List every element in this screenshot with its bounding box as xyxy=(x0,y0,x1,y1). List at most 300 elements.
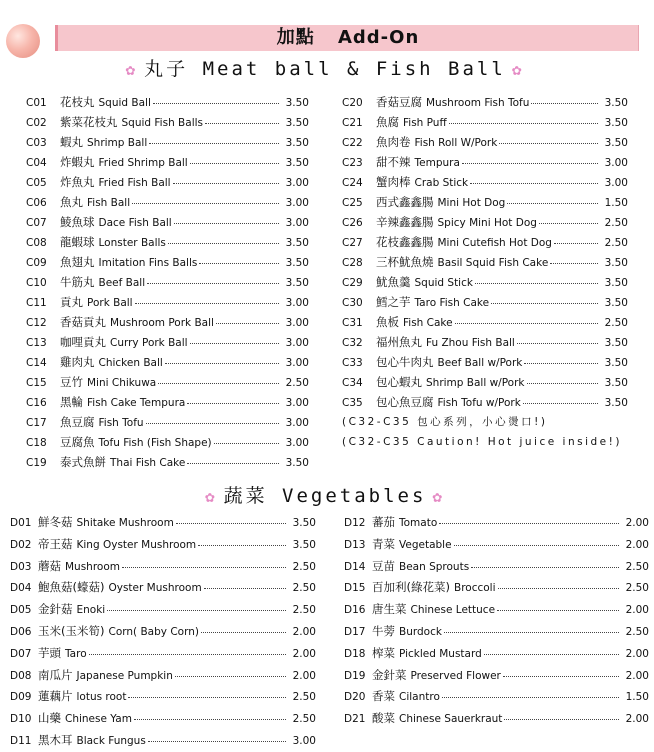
leader-dots xyxy=(146,412,279,424)
item-price: 3.00 xyxy=(285,337,309,349)
leader-dots xyxy=(523,392,598,404)
item-name-zh: 魚肉卷 xyxy=(376,135,411,149)
item-name xyxy=(376,192,505,212)
item-name-zh: 鯪魚球 xyxy=(60,215,95,229)
item-name xyxy=(372,599,495,621)
menu-item xyxy=(344,512,649,534)
leader-dots xyxy=(491,292,598,304)
item-name xyxy=(60,232,166,252)
menu-item xyxy=(26,232,309,252)
item-code: C06 xyxy=(26,197,47,209)
leader-dots xyxy=(554,232,598,244)
item-price: 3.50 xyxy=(604,357,628,369)
item-code: C12 xyxy=(26,317,47,329)
leader-dots xyxy=(199,252,279,264)
item-price: 2.50 xyxy=(292,691,316,704)
item-name-zh: 金針菇 xyxy=(38,602,73,617)
item-name xyxy=(376,272,473,292)
menu-item xyxy=(26,452,309,472)
banner-title-en: Add-On xyxy=(337,27,420,48)
leader-dots xyxy=(531,92,598,104)
item-price: 3.50 xyxy=(285,97,309,109)
item-price: 3.50 xyxy=(285,277,309,289)
item-code: C24 xyxy=(342,177,363,189)
item-name-zh: 花枝鑫鑫腸 xyxy=(376,235,434,249)
menu-item xyxy=(26,352,309,372)
leader-dots xyxy=(175,665,286,677)
item-name-en: Tomato xyxy=(399,517,438,529)
item-name-en: Tempura xyxy=(414,157,460,169)
item-price: 3.50 xyxy=(604,97,628,109)
leader-dots xyxy=(176,512,286,524)
item-name-zh: 帝王菇 xyxy=(38,536,73,551)
item-code: D19 xyxy=(344,669,366,682)
item-code: C07 xyxy=(26,217,47,229)
item-name-zh: 香菇豆腐 xyxy=(376,95,422,109)
leader-dots xyxy=(107,599,286,611)
item-price: 3.50 xyxy=(285,457,309,469)
meatball-left-column xyxy=(26,92,309,472)
menu-item xyxy=(342,212,628,232)
item-code: D12 xyxy=(344,517,366,529)
item-code: D13 xyxy=(344,538,366,551)
item-name-en: Tofu Fish (Fish Shape) xyxy=(98,437,212,449)
item-name xyxy=(60,92,151,112)
item-name xyxy=(38,730,146,752)
meatball-right-rows xyxy=(342,92,628,412)
leader-dots xyxy=(504,708,619,720)
item-name-en: Chinese Yam xyxy=(65,713,132,726)
item-name-en: Fish Puff xyxy=(403,117,447,129)
item-name xyxy=(376,212,537,232)
leader-dots xyxy=(214,432,279,444)
item-name xyxy=(60,312,214,332)
item-price: 3.00 xyxy=(285,197,309,209)
item-name-en: Fried Fish Ball xyxy=(98,177,171,189)
item-name-zh: 榨菜 xyxy=(372,645,395,660)
item-name-zh: 蕃茄 xyxy=(372,515,395,529)
item-name-zh: 西式鑫鑫腸 xyxy=(376,195,434,209)
menu-item xyxy=(26,272,309,292)
item-code: C04 xyxy=(26,157,47,169)
item-price: 2.00 xyxy=(292,647,316,660)
item-price: 3.50 xyxy=(604,377,628,389)
item-name-en: Enoki xyxy=(76,604,106,617)
menu-item xyxy=(342,192,628,212)
item-name xyxy=(60,372,156,392)
menu-item xyxy=(344,708,649,730)
menu-item xyxy=(26,392,309,412)
item-code: C01 xyxy=(26,97,47,109)
leader-dots xyxy=(454,534,619,546)
item-name-zh: 金針菜 xyxy=(372,667,407,682)
item-code: D21 xyxy=(344,713,366,726)
item-code: C08 xyxy=(26,237,47,249)
item-code: C35 xyxy=(342,397,363,409)
leader-dots xyxy=(517,332,598,344)
leader-dots xyxy=(471,556,619,568)
item-price: 3.50 xyxy=(604,337,628,349)
item-price: 2.50 xyxy=(292,582,316,595)
item-name-zh: 玉米(玉米筍) xyxy=(38,623,105,638)
item-code: D02 xyxy=(10,538,32,551)
item-name-zh: 鮮冬菇 xyxy=(38,515,73,529)
meatball-right-column xyxy=(342,92,628,452)
item-code: D15 xyxy=(344,582,366,595)
item-name xyxy=(372,643,482,665)
item-name xyxy=(376,352,522,372)
item-name-en: Squid Fish Balls xyxy=(121,117,204,129)
item-name-zh: 蝦丸 xyxy=(60,135,83,149)
item-name-en: Cilantro xyxy=(399,691,440,704)
menu-item xyxy=(26,412,309,432)
menu-item xyxy=(26,332,309,352)
item-price: 3.00 xyxy=(285,297,309,309)
item-name-zh: 牛筋丸 xyxy=(60,275,95,289)
item-code: C27 xyxy=(342,237,363,249)
item-name xyxy=(376,112,447,132)
item-name xyxy=(60,292,133,312)
decorative-ball-icon xyxy=(6,24,40,58)
item-name-en: Burdock xyxy=(399,625,442,638)
item-name-en: Curry Pork Ball xyxy=(110,337,188,349)
item-code: D01 xyxy=(10,517,32,529)
menu-item xyxy=(10,534,316,556)
item-name-zh: 魚腐 xyxy=(376,115,399,129)
leader-dots xyxy=(455,312,598,324)
banner-title-zh: 加點 xyxy=(276,27,315,48)
leader-dots xyxy=(216,312,279,324)
item-name-zh: 魚板 xyxy=(376,315,399,329)
item-name xyxy=(376,332,515,352)
item-name xyxy=(60,252,197,272)
item-name xyxy=(60,172,171,192)
item-name-zh: 南瓜片 xyxy=(38,667,73,682)
menu-item xyxy=(26,132,309,152)
item-name-en: Fish Ball xyxy=(87,197,131,209)
item-name-en: Fish Tofu w/Pork xyxy=(437,397,521,409)
item-name-zh: 貢丸 xyxy=(60,295,83,309)
item-price: 3.50 xyxy=(292,538,316,551)
item-name-en: Beef Ball w/Pork xyxy=(437,357,523,369)
item-code: C25 xyxy=(342,197,363,209)
item-code: D07 xyxy=(10,647,32,660)
menu-item xyxy=(342,252,628,272)
item-name-en: Chinese Lettuce xyxy=(410,604,496,617)
item-name-zh: 福州魚丸 xyxy=(376,335,422,349)
item-price: 3.00 xyxy=(292,734,316,747)
leader-dots xyxy=(165,352,279,364)
flower-icon: ✿ xyxy=(432,487,446,506)
item-code: C17 xyxy=(26,417,47,429)
item-name-zh: 包心蝦丸 xyxy=(376,375,422,389)
item-name xyxy=(38,577,202,599)
item-price: 3.50 xyxy=(604,117,628,129)
item-code: D03 xyxy=(10,560,32,573)
meatball-note-en: (C32-C35 Caution! Hot juice inside!) xyxy=(342,436,622,448)
leader-dots xyxy=(527,372,599,384)
item-price: 1.50 xyxy=(625,691,649,704)
item-code: D17 xyxy=(344,625,366,638)
item-price: 3.00 xyxy=(285,317,309,329)
item-price: 3.00 xyxy=(285,177,309,189)
item-code: C03 xyxy=(26,137,47,149)
item-name xyxy=(60,152,188,172)
menu-item xyxy=(342,152,628,172)
item-code: D04 xyxy=(10,582,32,595)
item-price: 2.50 xyxy=(285,377,309,389)
item-price: 3.50 xyxy=(285,137,309,149)
item-code: D10 xyxy=(10,713,32,726)
item-price: 3.50 xyxy=(604,297,628,309)
item-name-en: Crab Stick xyxy=(414,177,469,189)
item-code: C20 xyxy=(342,97,363,109)
item-code: C02 xyxy=(26,117,47,129)
item-code: D20 xyxy=(344,691,366,704)
item-name-zh: 魚豆腐 xyxy=(60,415,95,429)
menu-item xyxy=(26,92,309,112)
item-name-en: Bean Sprouts xyxy=(399,560,470,573)
item-price: 2.50 xyxy=(292,560,316,573)
leader-dots xyxy=(158,372,279,384)
item-name-en: Corn( Baby Corn) xyxy=(108,625,199,638)
menu-item xyxy=(344,621,649,643)
item-name-zh: 芋頭 xyxy=(38,645,61,660)
leader-dots xyxy=(524,352,598,364)
veg-left-column xyxy=(10,512,316,752)
meatball-section-heading xyxy=(95,57,555,81)
item-name xyxy=(376,152,460,172)
item-name-zh: 泰式魚餅 xyxy=(60,455,106,469)
menu-item xyxy=(342,352,628,372)
leader-dots xyxy=(503,665,619,677)
item-price: 2.50 xyxy=(604,317,628,329)
item-price: 3.00 xyxy=(604,177,628,189)
item-name-zh: 青菜 xyxy=(372,536,395,551)
item-name xyxy=(376,292,489,312)
item-name-zh: 香菜 xyxy=(372,689,395,704)
leader-dots xyxy=(190,152,279,164)
leader-dots xyxy=(147,272,279,284)
item-name-en: Mini Hot Dog xyxy=(437,197,506,209)
menu-item xyxy=(342,92,628,112)
item-name xyxy=(376,132,497,152)
item-code: D08 xyxy=(10,669,32,682)
item-name-zh: 豆苗 xyxy=(372,558,395,573)
item-name-zh: 魷魚羹 xyxy=(376,275,411,289)
menu-item xyxy=(26,172,309,192)
item-name-en: Chinese Sauerkraut xyxy=(399,713,503,726)
menu-item xyxy=(10,665,316,687)
item-name xyxy=(38,621,199,643)
item-name-zh: 炸魚丸 xyxy=(60,175,95,189)
item-name-en: Fish Tofu xyxy=(98,417,144,429)
menu-item xyxy=(344,556,649,578)
item-name-en: Lonster Balls xyxy=(98,237,166,249)
item-price: 2.50 xyxy=(292,604,316,617)
item-name xyxy=(376,92,529,112)
item-code: C16 xyxy=(26,397,47,409)
item-name-en: Shrimp Ball xyxy=(87,137,148,149)
item-name-zh: 山藥 xyxy=(38,711,61,726)
item-name xyxy=(38,512,174,534)
item-name-en: lotus root xyxy=(76,691,127,704)
item-name-zh: 牛蒡 xyxy=(372,623,395,638)
item-name-en: Imitation Fins Balls xyxy=(98,257,198,269)
item-name-zh: 黑木耳 xyxy=(38,732,73,747)
item-price: 3.50 xyxy=(604,277,628,289)
item-price: 2.00 xyxy=(625,538,649,551)
item-name xyxy=(60,432,212,452)
flower-icon: ✿ xyxy=(125,60,139,79)
menu-item xyxy=(26,192,309,212)
item-price: 2.00 xyxy=(292,625,316,638)
flower-icon: ✿ xyxy=(511,60,525,79)
leader-dots xyxy=(484,643,619,655)
item-name-zh: 花枝丸 xyxy=(60,95,95,109)
item-name xyxy=(372,534,452,556)
item-code: C10 xyxy=(26,277,47,289)
leader-dots xyxy=(442,686,619,698)
item-name-en: Fish Cake Tempura xyxy=(87,397,186,409)
item-code: C31 xyxy=(342,317,363,329)
item-code: C11 xyxy=(26,297,47,309)
item-name xyxy=(372,686,440,708)
item-code: D05 xyxy=(10,604,32,617)
item-name xyxy=(38,599,105,621)
item-name-zh: 包心牛肉丸 xyxy=(376,355,434,369)
menu-item xyxy=(342,132,628,152)
item-name-zh: 百加利(綠花菜) xyxy=(372,580,450,595)
item-name-zh: 魚翅丸 xyxy=(60,255,95,269)
item-name xyxy=(60,132,147,152)
item-name-zh: 唐生菜 xyxy=(372,602,407,617)
item-price: 3.50 xyxy=(285,157,309,169)
menu-item xyxy=(342,272,628,292)
menu-item xyxy=(26,292,309,312)
item-name xyxy=(372,621,442,643)
item-name xyxy=(60,412,144,432)
leader-dots xyxy=(174,212,279,224)
menu-item xyxy=(344,534,649,556)
item-price: 3.50 xyxy=(604,257,628,269)
leader-dots xyxy=(449,112,598,124)
item-name xyxy=(38,665,173,687)
item-code: C29 xyxy=(342,277,363,289)
item-name-en: Japanese Pumpkin xyxy=(76,669,173,682)
menu-item xyxy=(342,292,628,312)
item-name-en: Black Fungus xyxy=(76,734,146,747)
item-name-zh: 鱈之芋 xyxy=(376,295,411,309)
item-name-en: Taro xyxy=(65,647,87,660)
item-price: 2.50 xyxy=(625,625,649,638)
item-name-en: Shitake Mushroom xyxy=(76,517,174,529)
item-name-en: Spicy Mini Hot Dog xyxy=(437,217,537,229)
item-name xyxy=(372,512,437,534)
leader-dots xyxy=(550,252,598,264)
item-name-en: King Oyster Mushroom xyxy=(76,538,197,551)
item-code: D09 xyxy=(10,691,32,704)
leader-dots xyxy=(148,730,286,742)
item-name-en: Mushroom Pork Ball xyxy=(110,317,214,329)
item-name-en: Shrimp Ball w/Pork xyxy=(426,377,525,389)
item-name xyxy=(38,686,126,708)
item-name-en: Squid Stick xyxy=(414,277,473,289)
leader-dots xyxy=(439,512,619,524)
menu-item xyxy=(342,232,628,252)
item-name-en: Thai Fish Cake xyxy=(110,457,186,469)
item-price: 3.00 xyxy=(285,437,309,449)
item-name-en: Oyster Mushroom xyxy=(108,582,202,595)
item-name-en: Preserved Flower xyxy=(410,669,501,682)
item-name-zh: 蟹肉棒 xyxy=(376,175,411,189)
item-name xyxy=(376,172,468,192)
item-name-en: Broccoli xyxy=(453,582,496,595)
item-name xyxy=(60,352,163,372)
menu-item xyxy=(10,512,316,534)
menu-item xyxy=(10,599,316,621)
item-name-zh: 鮑魚菇(蠔菇) xyxy=(38,580,105,595)
item-code: C22 xyxy=(342,137,363,149)
leader-dots xyxy=(187,392,279,404)
item-name xyxy=(60,112,203,132)
item-price: 3.50 xyxy=(285,257,309,269)
item-code: C14 xyxy=(26,357,47,369)
item-price: 2.50 xyxy=(625,582,649,595)
item-name xyxy=(372,577,496,599)
menu-item xyxy=(26,212,309,232)
leader-dots xyxy=(499,132,598,144)
leader-dots xyxy=(204,577,286,589)
menu-item xyxy=(10,621,316,643)
item-name xyxy=(372,708,502,730)
item-code: D11 xyxy=(10,734,32,747)
veg-section-title: 蔬菜 Vegetables xyxy=(223,485,427,507)
item-name xyxy=(38,534,196,556)
leader-dots xyxy=(498,577,619,589)
leader-dots xyxy=(168,232,279,244)
item-price: 3.00 xyxy=(285,397,309,409)
item-code: C13 xyxy=(26,337,47,349)
item-name-zh: 酸菜 xyxy=(372,711,395,726)
leader-dots xyxy=(149,132,279,144)
leader-dots xyxy=(153,92,279,104)
item-name-en: Beef Ball xyxy=(98,277,146,289)
item-name-zh: 豆腐魚 xyxy=(60,435,95,449)
item-name-zh: 魚丸 xyxy=(60,195,83,209)
item-code: D18 xyxy=(344,647,366,660)
menu-item xyxy=(10,686,316,708)
leader-dots xyxy=(198,534,286,546)
item-price: 3.00 xyxy=(285,217,309,229)
item-name-zh: 包心魚豆腐 xyxy=(376,395,434,409)
leader-dots xyxy=(128,686,286,698)
item-name xyxy=(60,332,188,352)
item-name-en: Pickled Mustard xyxy=(399,647,482,660)
meatball-note-zh: (C32-C35 包心系列，小心燙口!) xyxy=(342,416,548,428)
item-price: 2.00 xyxy=(625,713,649,726)
item-name xyxy=(60,452,185,472)
item-price: 3.00 xyxy=(285,357,309,369)
menu-item xyxy=(26,432,309,452)
item-code: C26 xyxy=(342,217,363,229)
item-name-en: Vegetable xyxy=(399,538,452,551)
item-name-zh: 紫菜花枝丸 xyxy=(60,115,118,129)
leader-dots xyxy=(190,332,279,344)
menu-item xyxy=(344,665,649,687)
item-name-en: Taro Fish Cake xyxy=(414,297,490,309)
menu-item xyxy=(10,730,316,752)
